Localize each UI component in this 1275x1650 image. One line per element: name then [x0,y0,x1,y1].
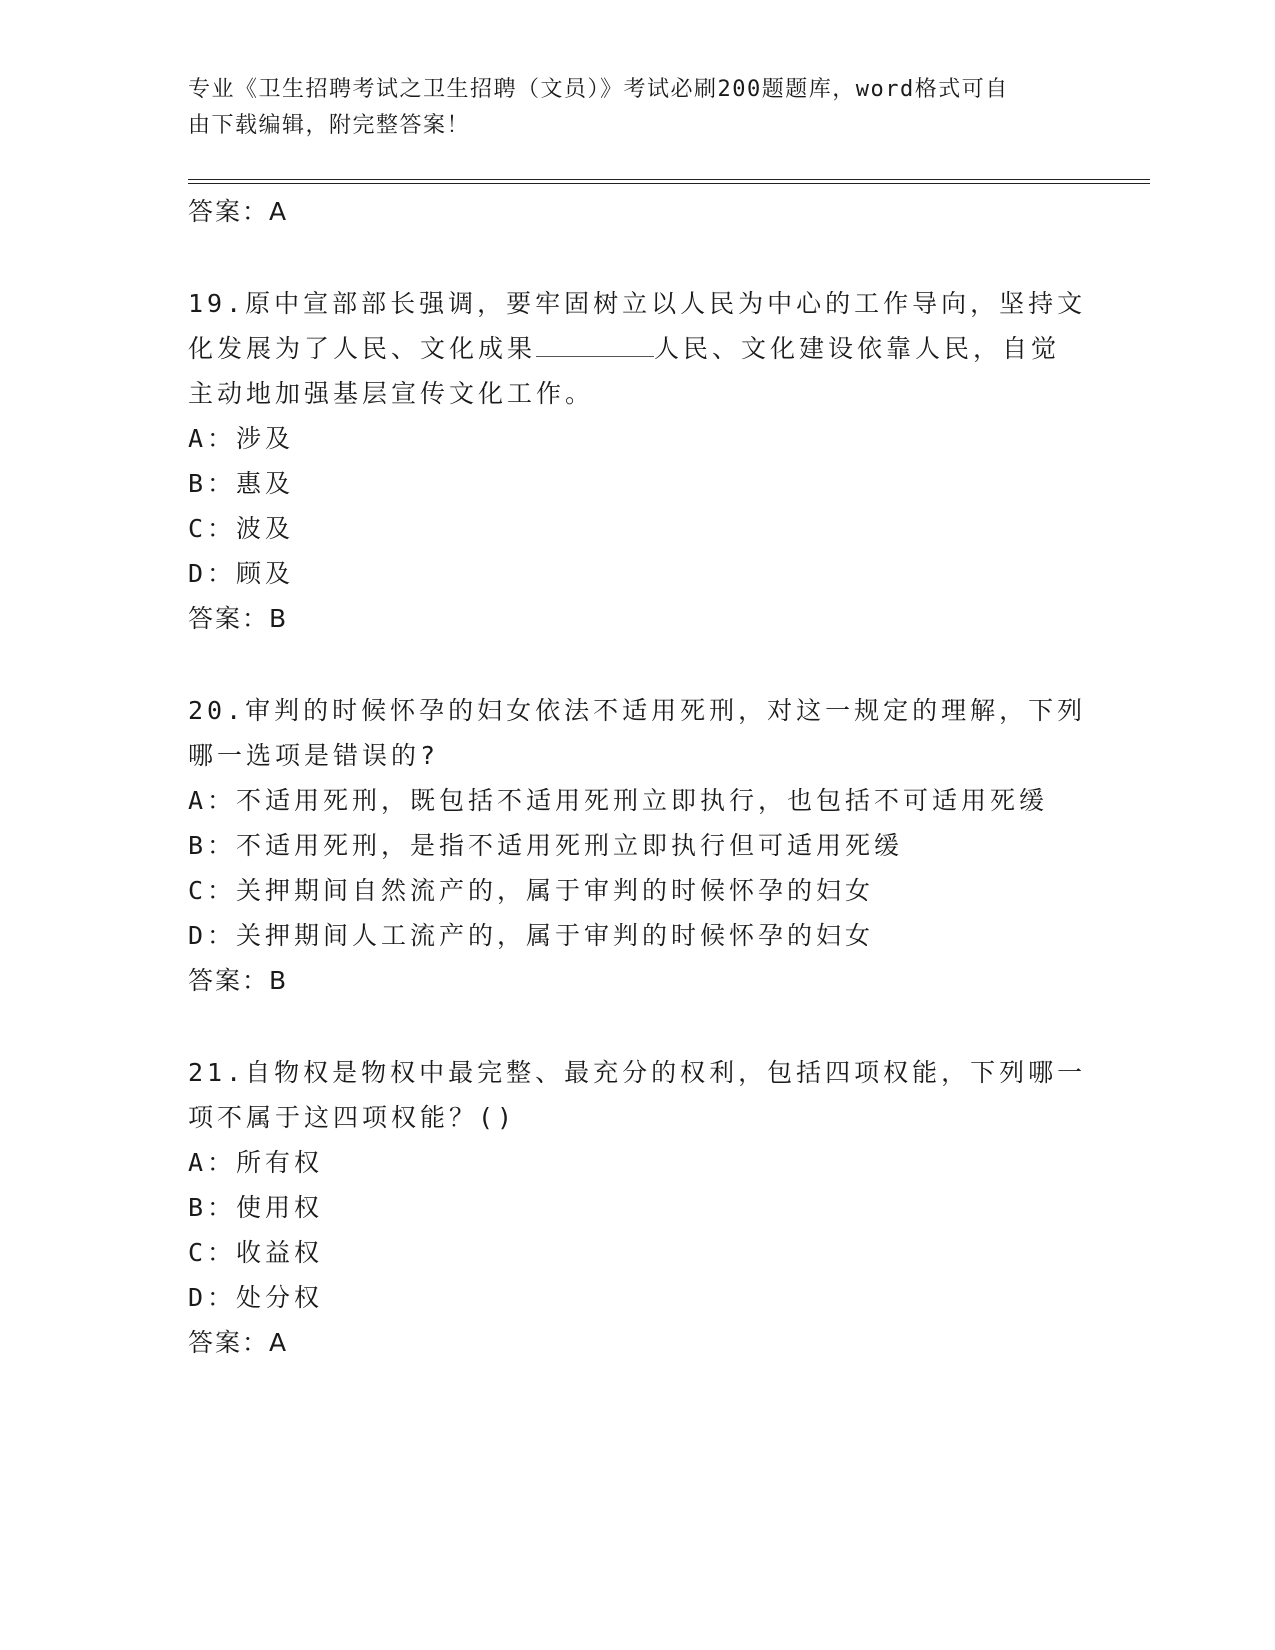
option-a: A：不适用死刑，既包括不适用死刑立即执行，也包括不可适用死缓 [188,786,1049,815]
question-stem-line-2: 项不属于这四项权能？() [188,1103,517,1132]
option-b: B：惠及 [188,469,295,498]
question-19 [188,281,1088,641]
question-20 [188,688,1088,1003]
option-d: D：关押期间人工流产的，属于审判的时候怀孕的妇女 [188,921,875,950]
header-divider-top [188,179,1150,180]
stem-text-before-blank: 化发展为了人民、文化成果 [188,334,537,363]
option-c: C：波及 [188,514,295,543]
answer-19: 答案：B [188,604,289,633]
question-stem-line-2: 哪一选项是错误的? [188,741,440,770]
option-c: C：收益权 [188,1238,324,1267]
page-header [188,72,1068,144]
option-c: C：关押期间自然流产的，属于审判的时候怀孕的妇女 [188,876,875,905]
answer-21: 答案：A [188,1328,289,1357]
option-b: B：使用权 [188,1193,324,1222]
header-line-1: 专业《卫生招聘考试之卫生招聘（文员）》考试必刷200题题库，word格式可自 [188,77,1009,102]
question-stem-line-2 [188,326,1088,371]
header-line-2: 由下载编辑，附完整答案！ [188,113,471,138]
question-stem-line-1: 20.审判的时候怀孕的妇女依法不适用死刑，对这一规定的理解，下列 [188,696,1087,725]
header-divider-bottom [188,183,1150,184]
fill-in-blank [536,330,654,357]
option-d: D：顾及 [188,559,295,588]
question-stem-line-1: 21.自物权是物权中最完整、最充分的权利，包括四项权能，下列哪一 [188,1058,1087,1087]
question-21 [188,1050,1088,1365]
question-stem-line-1: 19.原中宣部部长强调，要牢固树立以人民为中心的工作导向，坚持文 [188,289,1087,318]
option-a: A：所有权 [188,1148,324,1177]
document-body [188,189,1088,1365]
answer-20: 答案：B [188,966,289,995]
option-b: B：不适用死刑，是指不适用死刑立即执行但可适用死缓 [188,831,904,860]
option-a: A：涉及 [188,424,295,453]
answer-prev: 答案：A [188,197,289,226]
stem-text-after-blank: 人民、文化建设依靠人民，自觉 [654,334,1061,363]
option-d: D：处分权 [188,1283,324,1312]
question-stem-line-3: 主动地加强基层宣传文化工作。 [188,379,595,408]
